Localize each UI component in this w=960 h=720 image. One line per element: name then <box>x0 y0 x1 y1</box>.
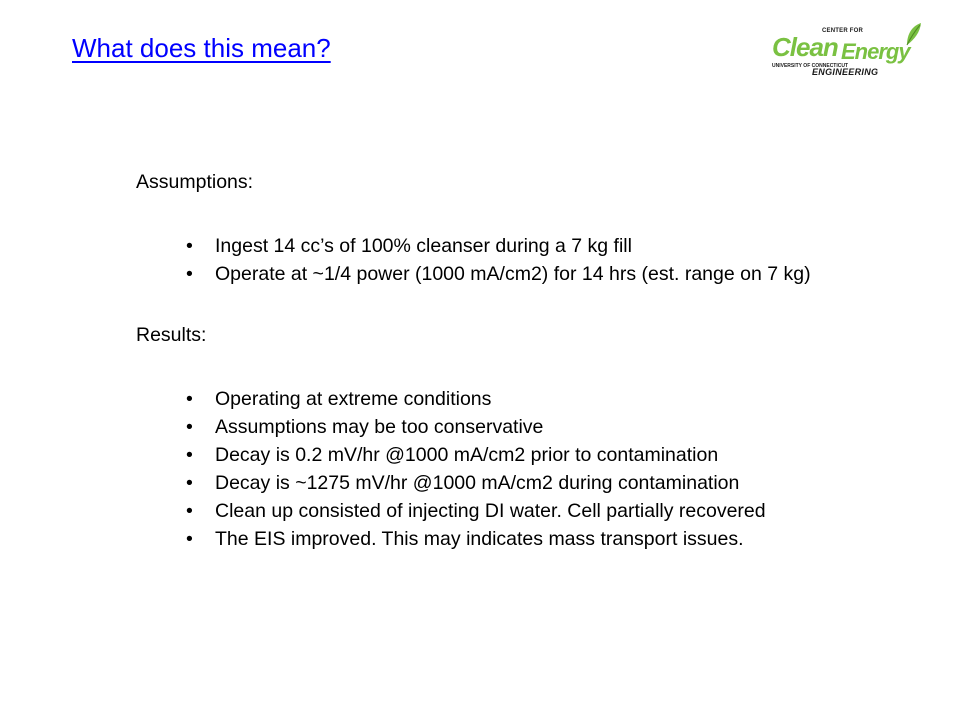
bullet-icon: • <box>186 416 193 438</box>
list-item <box>136 525 896 553</box>
logo-center-for: CENTER FOR <box>822 28 863 34</box>
assumption-text: Operate at ~1/4 power (1000 mA/cm2) for 14 hrs (est. range on 7 kg) <box>215 263 811 285</box>
list-item <box>136 260 896 288</box>
list-item <box>136 385 896 413</box>
result-text: The EIS improved. This may indicates mass transport issues. <box>215 528 744 550</box>
clean-energy-logo <box>770 22 922 78</box>
logo-university: UNIVERSITY OF CONNECTICUT <box>772 63 849 69</box>
result-text: Assumptions may be too conservative <box>215 416 544 438</box>
assumptions-list <box>136 232 896 288</box>
bullet-icon: • <box>186 500 193 522</box>
result-text: Decay is 0.2 mV/hr @1000 mA/cm2 prior to contamination <box>215 444 719 466</box>
list-item <box>136 441 896 469</box>
bullet-icon: • <box>186 472 193 494</box>
logo-brand-energy: Energy <box>841 39 910 64</box>
bullet-icon: • <box>186 388 193 410</box>
list-item <box>136 497 896 525</box>
bullet-icon: • <box>186 263 193 285</box>
list-item <box>136 413 896 441</box>
results-heading: Results: <box>136 324 207 346</box>
bullet-icon: • <box>186 235 193 257</box>
assumption-text: Ingest 14 cc’s of 100% cleanser during a 7 kg fill <box>215 235 632 257</box>
slide-body <box>136 168 896 553</box>
bullet-icon: • <box>186 444 193 466</box>
result-text: Decay is ~1275 mV/hr @1000 mA/cm2 during contamination <box>215 472 740 494</box>
results-list <box>136 385 896 553</box>
list-item <box>136 469 896 497</box>
logo-engineering: ENGINEERING <box>812 67 879 77</box>
bullet-icon: • <box>186 528 193 550</box>
slide-title[interactable]: What does this mean? <box>72 33 331 63</box>
assumptions-heading: Assumptions: <box>136 171 254 193</box>
result-text: Clean up consisted of injecting DI water. Cell partially recovered <box>215 500 766 522</box>
result-text: Operating at extreme conditions <box>215 388 492 410</box>
list-item <box>136 232 896 260</box>
logo-brand-clean: Clean <box>772 32 838 62</box>
